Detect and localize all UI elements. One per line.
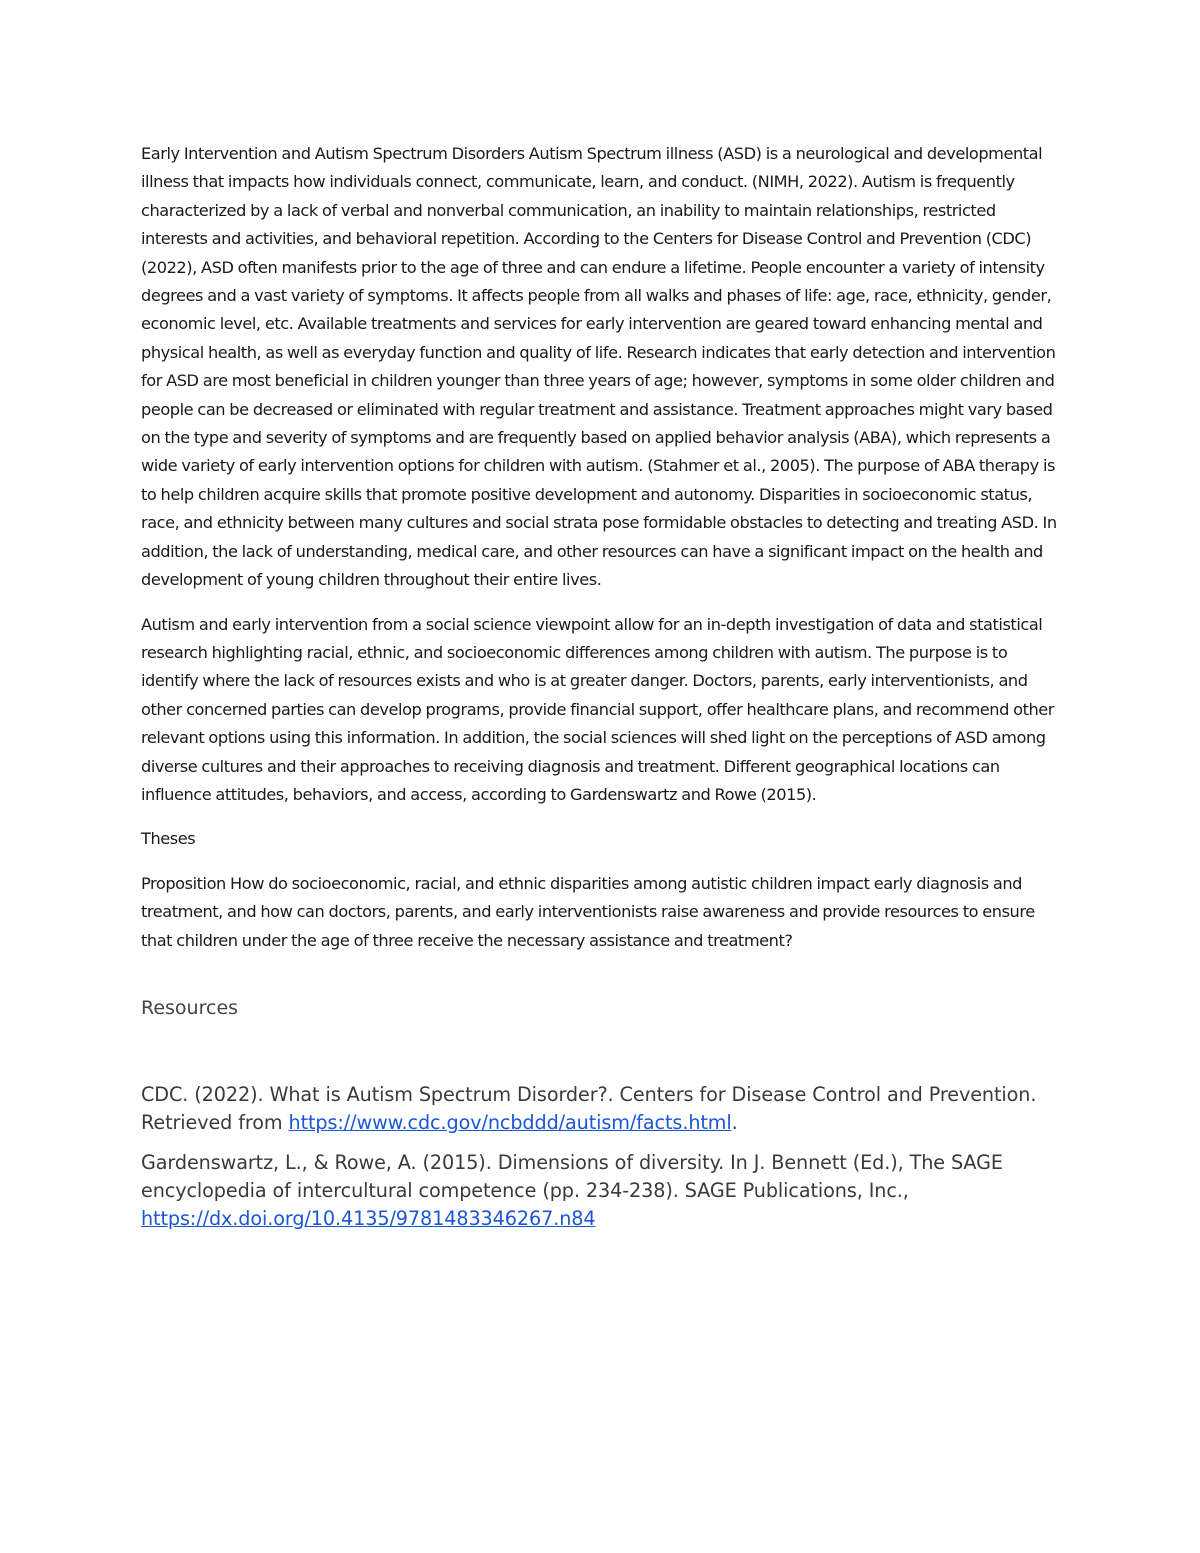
- reference-gardenswartz-text: Gardenswartz, L., & Rowe, A. (2015). Dimensions of diversity. In J. Bennett (Ed.), The SAGE encyclopedia of intercultural competence (pp. 234-238). SAGE Publications, Inc.,: [141, 1150, 1003, 1202]
- theses-heading: Theses: [141, 829, 196, 849]
- intro-paragraph: Early Intervention and Autism Spectrum Disorders Autism Spectrum illness (ASD) is a neurological and developmental illness that impacts how individuals connect, communicate, learn, and conduct. (NIMH, 2022). Autism is frequently characterized by a lack of verbal and nonverbal communication, an inability to maintain relationships, restricted interests and activities, and behavioral repetition. According to the Centers for Disease Control and Prevention (CDC) (2022), ASD often manifests prior to the age of three and can endure a lifetime. People encounter a variety of intensity degrees and a vast variety of symptoms. It affects people from all walks and phases of life: age, race, ethnicity, gender, economic level, etc. Available treatments and services for early intervention are geared toward enhancing mental and physical health, as well as everyday function and quality of life. Research indicates that early detection and intervention for ASD are most beneficial in children younger than three years of age; however, symptoms in some older children and people can be decreased or eliminated with regular treatment and assistance. Treatment approaches might vary based on the type and severity of symptoms and are frequently based on applied behavior analysis (ABA), which represents a wide variety of early intervention options for children with autism. (Stahmer et al., 2005). The purpose of ABA therapy is to help children acquire skills that promote positive development and autonomy. Disparities in socioeconomic status, race, and ethnicity between many cultures and social strata pose formidable obstacles to detecting and treating ASD. In addition, the lack of understanding, medical care, and other resources can have a significant impact on the health and development of young children throughout their entire lives.: [141, 144, 1057, 590]
- reference-gardenswartz-link[interactable]: https://dx.doi.org/10.4135/9781483346267.n84: [141, 1206, 596, 1230]
- document-page: [141, 140, 1066, 1245]
- reference-cdc-text: CDC. (2022). What is Autism Spectrum Disorder?. Centers for Disease Control and Prevention. Retrieved from: [141, 1082, 1037, 1134]
- reference-cdc-after: .: [731, 1110, 738, 1134]
- resources-heading: Resources: [141, 996, 239, 1019]
- reference-cdc-link[interactable]: https://www.cdc.gov/ncbddd/autism/facts.html: [288, 1110, 732, 1134]
- reference-cdc: [141, 1081, 1066, 1137]
- proposition-paragraph: Proposition How do socioeconomic, racial, and ethnic disparities among autistic children impact early diagnosis and treatment, and how can doctors, parents, and early interventionists raise awareness and provide resources to ensure that children under the age of three receive the necessary assistance and treatment?: [141, 873, 1035, 950]
- reference-gardenswartz: [141, 1149, 1066, 1233]
- social-science-paragraph: Autism and early intervention from a social science viewpoint allow for an in-depth investigation of data and statistical research highlighting racial, ethnic, and socioeconomic differences among children with autism. The purpose is to identify where the lack of resources exists and who is at greater danger. Doctors, parents, early interventionists, and other concerned parties can develop programs, provide financial support, offer healthcare plans, and recommend other relevant options using this information. In addition, the social sciences will shed light on the perceptions of ASD among diverse cultures and their approaches to receiving diagnosis and treatment. Different geographical locations can influence attitudes, behaviors, and access, according to Gardenswartz and Rowe (2015).: [141, 614, 1055, 804]
